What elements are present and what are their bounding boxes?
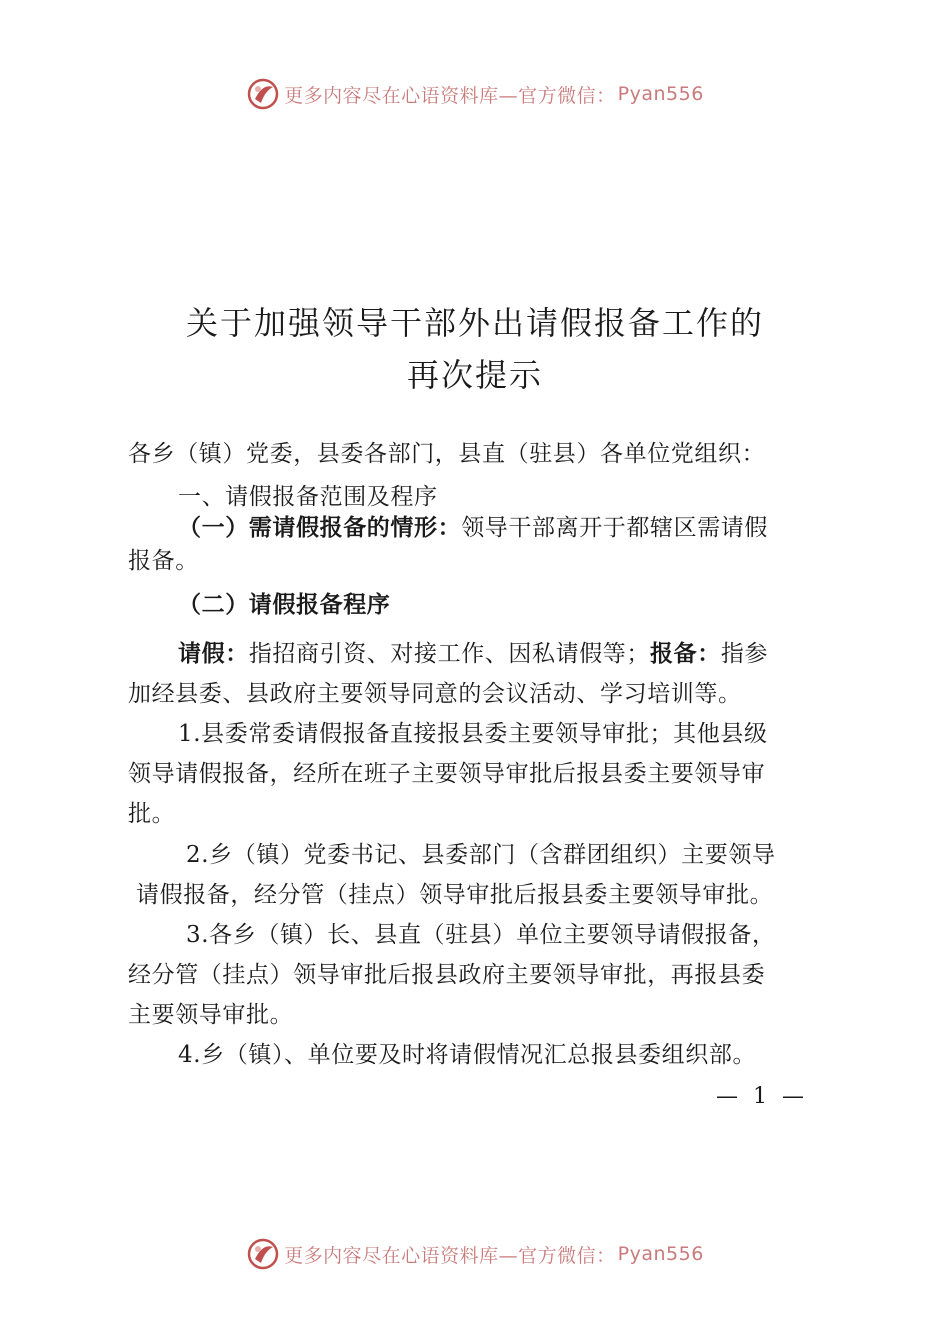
section-1-heading: 一、请假报备范围及程序 xyxy=(178,484,438,510)
watermark-wechat-id: Pyan556 xyxy=(617,83,704,105)
leave-label: 请假： xyxy=(178,641,249,667)
leave-definition: 指招商引资、对接工作、因私请假等； xyxy=(248,641,651,667)
subsection-1-heading: （一）需请假报备的情形： xyxy=(178,515,462,541)
brand-logo-icon xyxy=(246,1237,280,1271)
salutation: 各乡（镇）党委，县委各部门，县直（驻县）各单位党组织： xyxy=(128,441,766,467)
brand-logo-icon xyxy=(246,77,280,111)
item-2-line-2: 请假报备，经分管（挂点）领导审批后报县委主要领导审批。 xyxy=(136,882,774,908)
definitions-paragraph xyxy=(178,639,768,669)
watermark-header xyxy=(0,74,950,114)
subsection-1 xyxy=(178,513,768,543)
item-3-line-1: 3.各乡（镇）长、县直（驻县）单位主要领导请假报备， xyxy=(186,922,776,948)
document-title-line-2: 再次提示 xyxy=(406,356,543,394)
subsection-2-heading: （二）请假报备程序 xyxy=(178,592,391,618)
item-1-line-2: 领导请假报备，经所在班子主要领导审批后报县委主要领导审 xyxy=(128,761,766,787)
watermark-text: 更多内容尽在心语资料库—官方微信： xyxy=(284,1244,616,1267)
watermark-text: 更多内容尽在心语资料库—官方微信： xyxy=(284,84,616,107)
watermark-wechat-id: Pyan556 xyxy=(617,1243,704,1265)
report-definition: 指参 xyxy=(720,641,769,667)
subsection-1-text: 领导干部离开于都辖区需请假 xyxy=(461,515,769,541)
report-label: 报备： xyxy=(650,641,721,667)
page-number: — 1 — xyxy=(716,1084,808,1109)
subsection-1-text-cont: 报备。 xyxy=(128,548,199,574)
item-3-line-2: 经分管（挂点）领导审批后报县政府主要领导审批，再报县委 xyxy=(128,962,766,988)
item-1-line-1: 1.县委常委请假报备直接报县委主要领导审批；其他县级 xyxy=(178,721,768,747)
item-2-line-1: 2.乡（镇）党委书记、县委部门（含群团组织）主要领导 xyxy=(186,842,776,868)
watermark-footer xyxy=(0,1234,950,1274)
item-4: 4.乡（镇）、单位要及时将请假情况汇总报县委组织部。 xyxy=(178,1042,757,1068)
report-definition-cont: 加经县委、县政府主要领导同意的会议活动、学习培训等。 xyxy=(128,681,742,707)
item-1-line-3: 批。 xyxy=(128,801,176,827)
item-3-line-3: 主要领导审批。 xyxy=(128,1002,294,1028)
document-title-line-1: 关于加强领导干部外出请假报备工作的 xyxy=(185,304,764,342)
